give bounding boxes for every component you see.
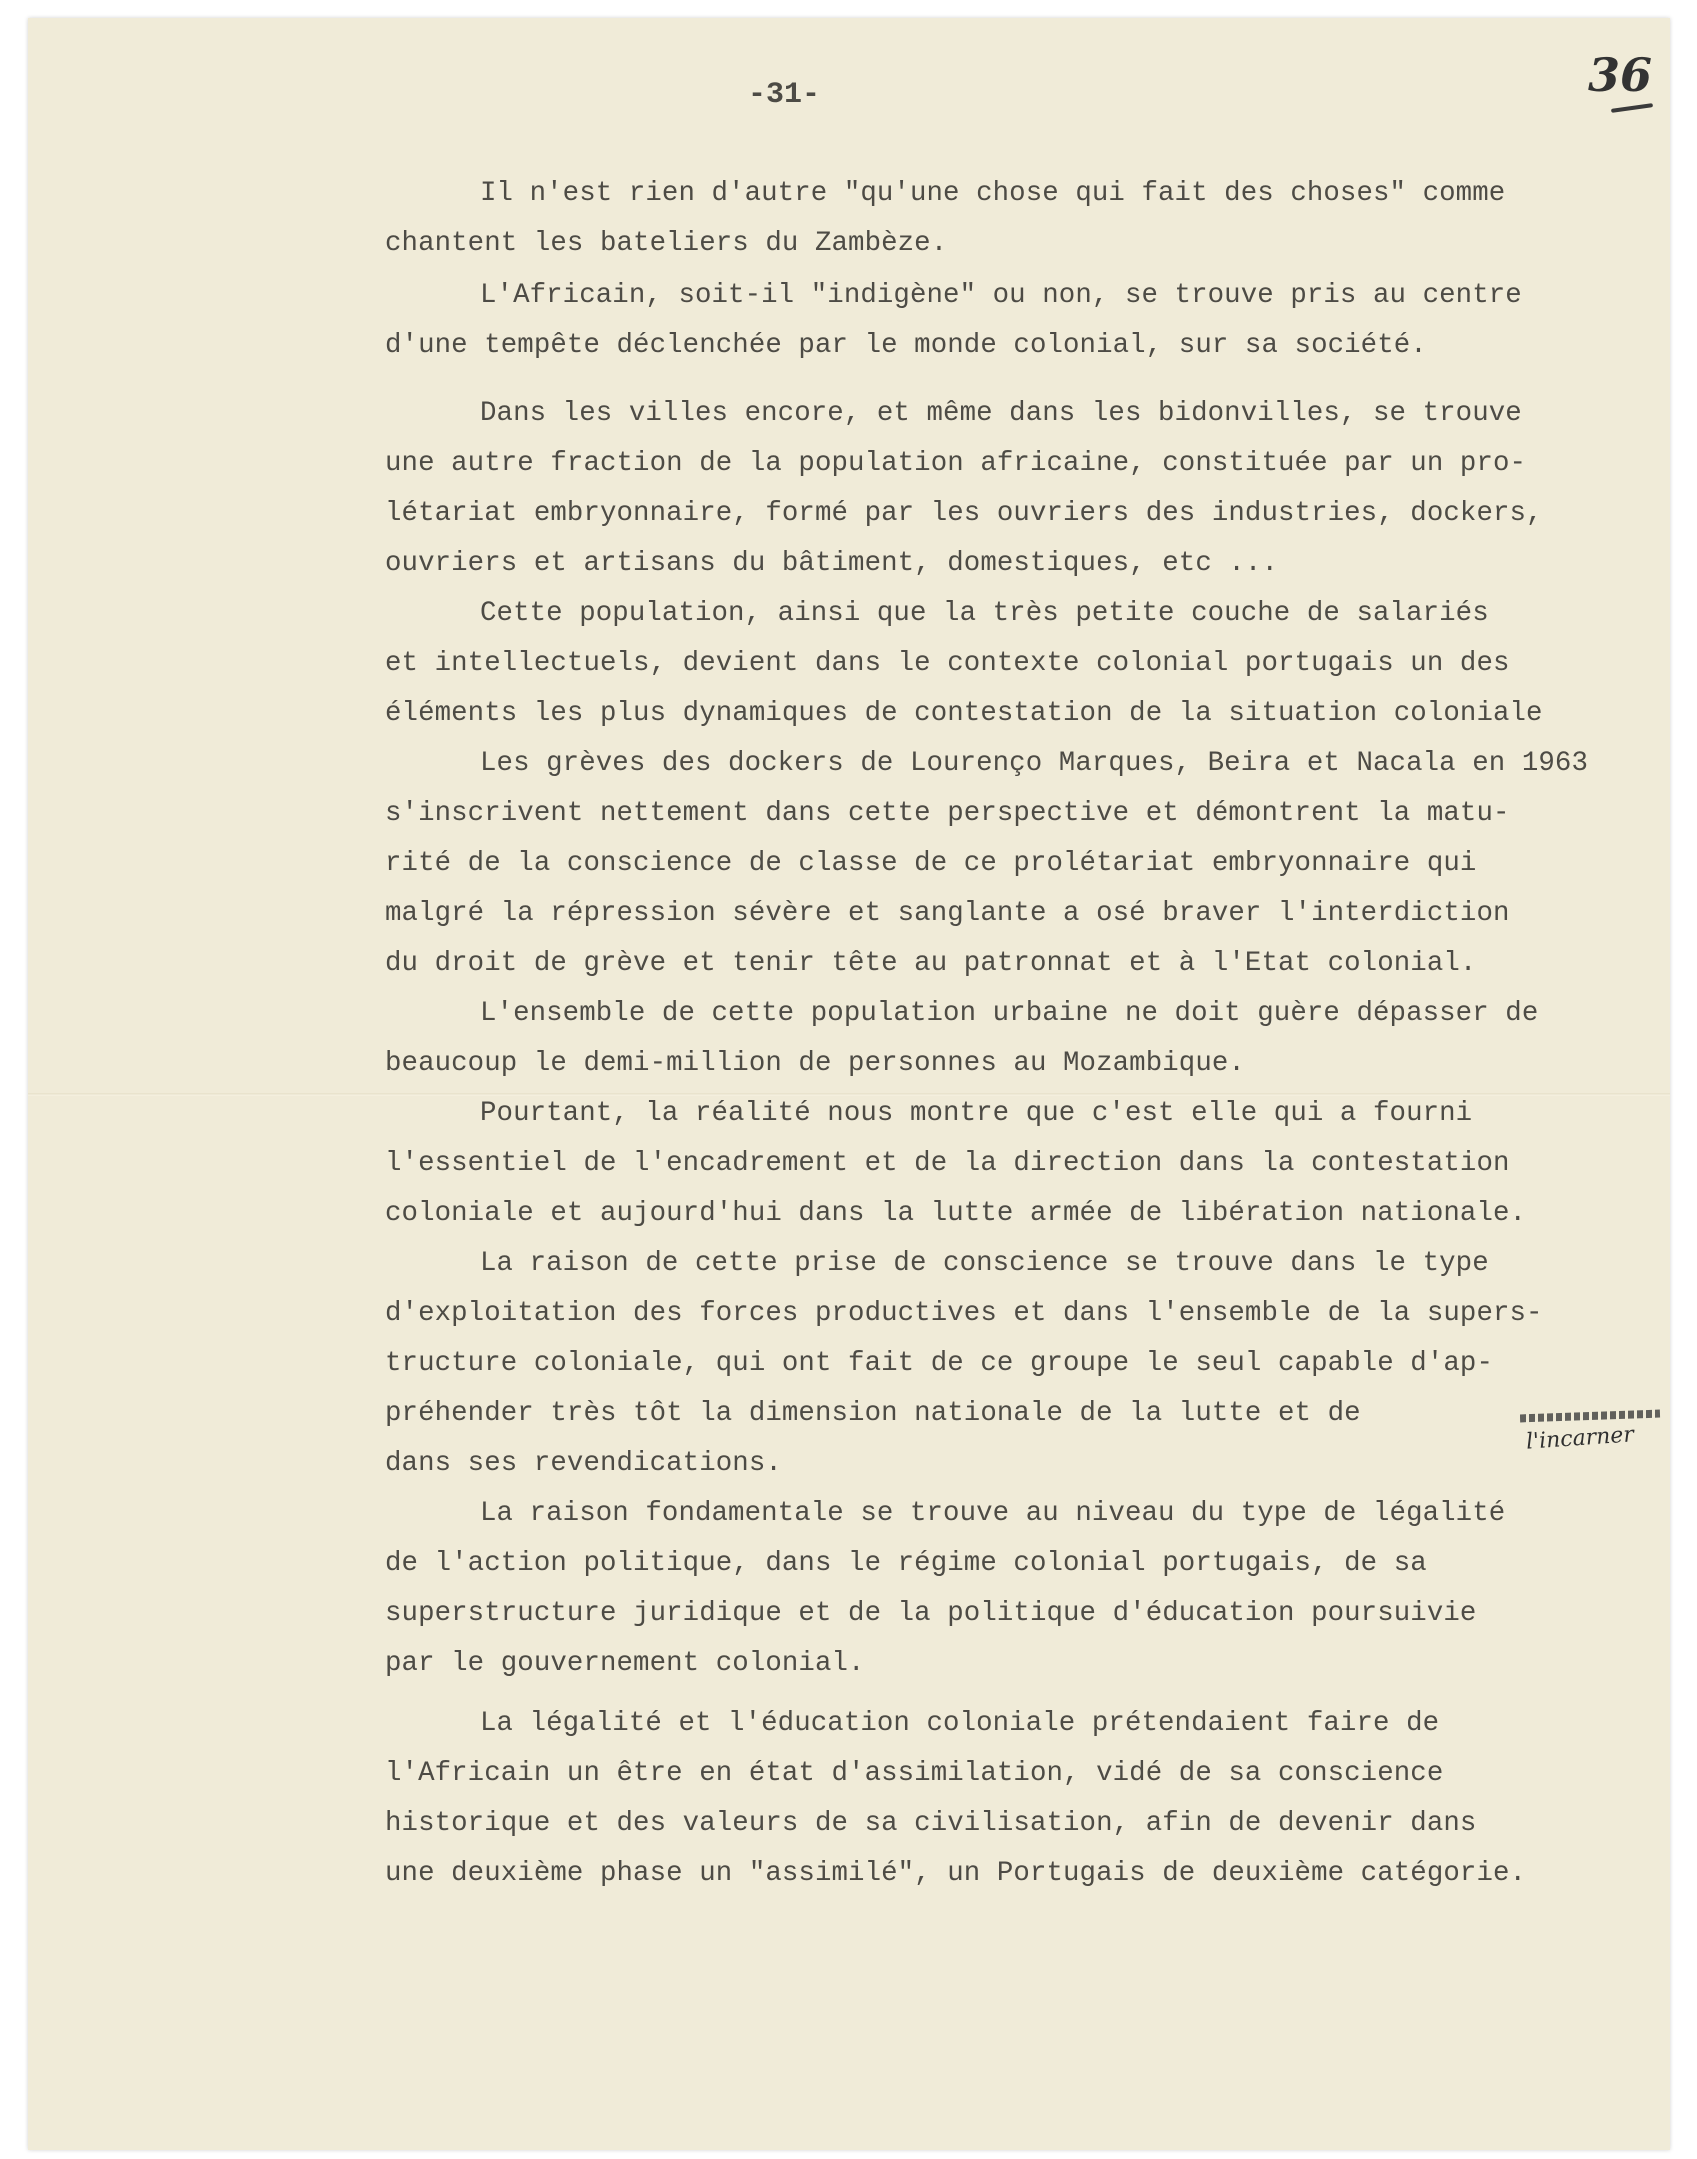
text-line: l'Africain un être en état d'assimilation, vidé de sa conscience — [385, 1758, 1444, 1789]
text-line: superstructure juridique et de la politique d'éducation poursuivie — [385, 1598, 1477, 1629]
text-line: ouvriers et artisans du bâtiment, domestiques, etc ... — [385, 548, 1279, 579]
text-line: du droit de grève et tenir tête au patronnat et à l'Etat colonial. — [385, 948, 1477, 979]
text-line: dans ses revendications. — [385, 1448, 782, 1479]
struck-out-word — [1520, 1410, 1660, 1423]
page-number: -31- — [748, 78, 821, 112]
text-line: une autre fraction de la population africaine, constituée par un pro- — [385, 448, 1527, 479]
text-line: s'inscrivent nettement dans cette perspective et démontrent la matu- — [385, 798, 1510, 829]
text-line: de l'action politique, dans le régime colonial portugais, de sa — [385, 1548, 1427, 1579]
text-line: éléments les plus dynamiques de contestation de la situation coloniale — [385, 698, 1543, 729]
text-line: La raison de cette prise de conscience se trouve dans le type — [480, 1248, 1489, 1279]
text-line: Les grèves des dockers de Lourenço Marques, Beira et Nacala en 1963 — [480, 748, 1588, 779]
text-line: létariat embryonnaire, formé par les ouvriers des industries, dockers, — [385, 498, 1543, 529]
text-line: préhender très tôt la dimension nationale de la lutte et de — [385, 1398, 1361, 1429]
handwritten-insert: l'incarner — [1525, 1422, 1635, 1455]
text-line: tructure coloniale, qui ont fait de ce groupe le seul capable d'ap- — [385, 1348, 1493, 1379]
text-line: Dans les villes encore, et même dans les bidonvilles, se trouve — [480, 398, 1522, 429]
text-line: par le gouvernement colonial. — [385, 1648, 865, 1679]
text-line: malgré la répression sévère et sanglante a osé braver l'interdiction — [385, 898, 1510, 929]
folio-underline — [1611, 103, 1653, 113]
text-line: une deuxième phase un "assimilé", un Portugais de deuxième catégorie. — [385, 1858, 1527, 1889]
text-line: Cette population, ainsi que la très petite couche de salariés — [480, 598, 1489, 629]
text-line: La légalité et l'éducation coloniale prétendaient faire de — [480, 1708, 1440, 1739]
folio-number: 36 — [1588, 48, 1653, 102]
text-line: L'ensemble de cette population urbaine ne doit guère dépasser de — [480, 998, 1539, 1029]
text-line: d'une tempête déclenchée par le monde colonial, sur sa société. — [385, 330, 1427, 361]
text-line: Il n'est rien d'autre "qu'une chose qui fait des choses" comme — [480, 178, 1506, 209]
text-line: d'exploitation des forces productives et dans l'ensemble de la supers- — [385, 1298, 1543, 1329]
text-line: beaucoup le demi-million de personnes au Mozambique. — [385, 1048, 1245, 1079]
text-line: et intellectuels, devient dans le contexte colonial portugais un des — [385, 648, 1510, 679]
text-line: chantent les bateliers du Zambèze. — [385, 228, 948, 259]
text-line: L'Africain, soit-il "indigène" ou non, se trouve pris au centre — [480, 280, 1522, 311]
text-line: La raison fondamentale se trouve au niveau du type de légalité — [480, 1498, 1506, 1529]
page-fold — [28, 1093, 1670, 1096]
text-line: Pourtant, la réalité nous montre que c'est elle qui a fourni — [480, 1098, 1473, 1129]
document-page — [28, 18, 1670, 2150]
text-line: coloniale et aujourd'hui dans la lutte armée de libération nationale. — [385, 1198, 1527, 1229]
text-line: historique et des valeurs de sa civilisation, afin de devenir dans — [385, 1808, 1477, 1839]
text-line: l'essentiel de l'encadrement et de la direction dans la contestation — [385, 1148, 1510, 1179]
text-line: rité de la conscience de classe de ce prolétariat embryonnaire qui — [385, 848, 1477, 879]
